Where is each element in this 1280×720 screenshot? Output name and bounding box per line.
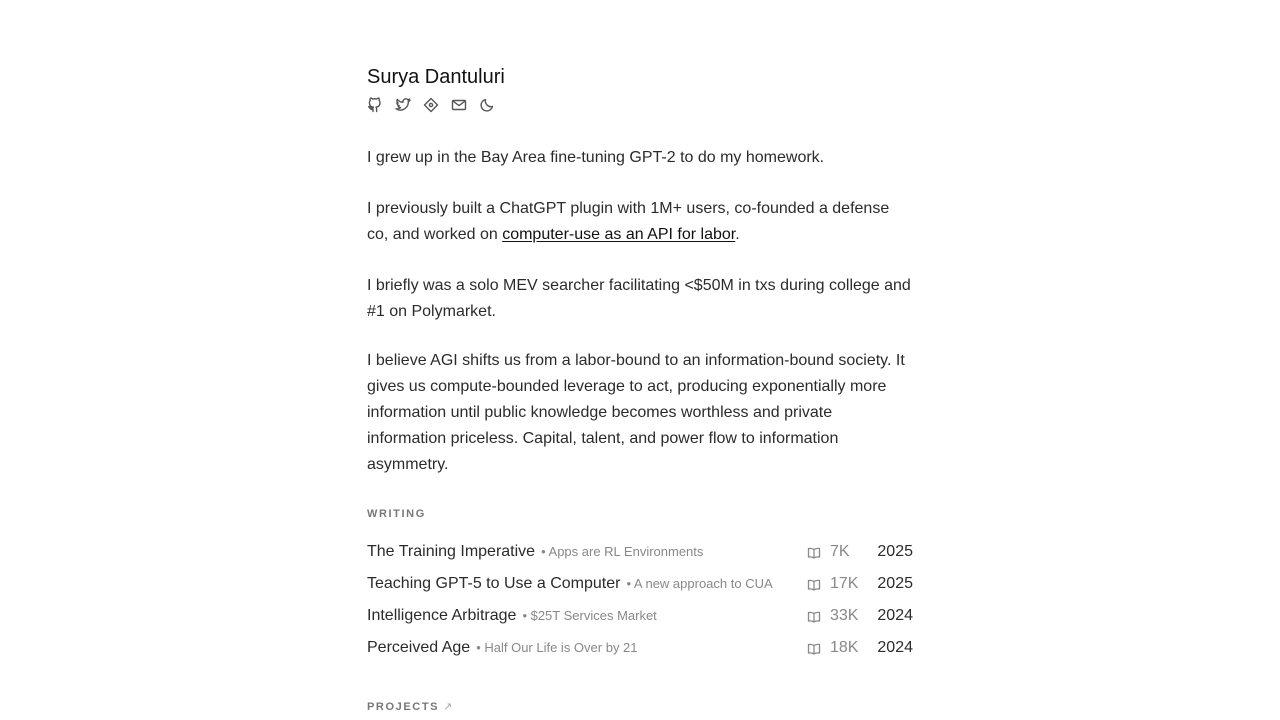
bio-paragraph-2-end: . — [735, 226, 740, 243]
external-arrow-icon: ↗ — [443, 701, 454, 713]
book-icon — [807, 578, 821, 592]
writing-year: 2025 — [877, 543, 913, 560]
projects-heading[interactable] — [367, 700, 454, 713]
book-icon — [807, 642, 821, 656]
views-count: 33K — [830, 607, 859, 624]
views-count: 7K — [830, 543, 850, 560]
page-title: Surya Dantuluri — [367, 66, 505, 88]
bio-paragraph-4: I believe AGI shifts us from a labor-bound to an information-bound society. It gives us compute-bounded leverage to act, producing exponentially more information until public knowledge becomes worthless and private information priceless. Capital, talent, and power flow to information asymmetry. — [367, 352, 905, 473]
writing-title-text: Intelligence Arbitrage — [367, 607, 517, 624]
bio-paragraph-1: I grew up in the Bay Area fine-tuning GPT-2 to do my homework. — [367, 149, 825, 166]
writing-subtitle: • A new approach to CUA — [626, 576, 773, 591]
github-icon[interactable] — [367, 97, 383, 113]
writing-views — [807, 639, 858, 657]
book-icon — [807, 610, 821, 624]
writing-row[interactable] — [367, 636, 913, 668]
bio-paragraph-3: I briefly was a solo MEV searcher facilitating <$50M in txs during college and #1 on Polymarket. — [367, 277, 911, 320]
writing-views — [807, 543, 850, 561]
writing-year: 2024 — [877, 639, 913, 656]
writing-title[interactable] — [367, 543, 703, 561]
book-icon — [807, 546, 821, 560]
writing-year: 2024 — [877, 607, 913, 624]
bio-paragraph-2 — [367, 196, 913, 248]
writing-heading: WRITING — [367, 508, 426, 520]
writing-title-text: The Training Imperative — [367, 543, 536, 560]
writing-title-text: Teaching GPT-5 to Use a Computer — [367, 575, 621, 592]
writing-title-text: Perceived Age — [367, 639, 471, 656]
writing-row[interactable] — [367, 572, 913, 604]
views-count: 17K — [830, 575, 859, 592]
writing-views — [807, 607, 858, 625]
writing-subtitle: • $25T Services Market — [522, 608, 657, 623]
writing-views — [807, 575, 858, 593]
writing-row[interactable] — [367, 604, 913, 636]
diamond-icon[interactable] — [423, 97, 439, 113]
writing-row[interactable] — [367, 540, 913, 572]
writing-title[interactable] — [367, 575, 773, 593]
views-count: 18K — [830, 639, 859, 656]
writing-subtitle: • Half Our Life is Over by 21 — [476, 640, 638, 655]
mail-icon[interactable] — [451, 97, 467, 113]
writing-year: 2025 — [877, 575, 913, 592]
writing-title[interactable] — [367, 607, 657, 625]
bio-paragraph-2-text: I previously built a ChatGPT plugin with 1M+ users, co-founded a defense co, and worked on — [367, 200, 890, 243]
social-links — [367, 97, 495, 115]
writing-subtitle: • Apps are RL Environments — [541, 544, 704, 559]
writing-list — [367, 540, 913, 668]
moon-icon[interactable] — [479, 97, 495, 113]
computer-use-link[interactable]: computer-use as an API for labor — [502, 226, 736, 243]
projects-heading-text: PROJECTS — [367, 701, 440, 713]
writing-title[interactable] — [367, 639, 638, 657]
twitter-icon[interactable] — [395, 97, 411, 113]
